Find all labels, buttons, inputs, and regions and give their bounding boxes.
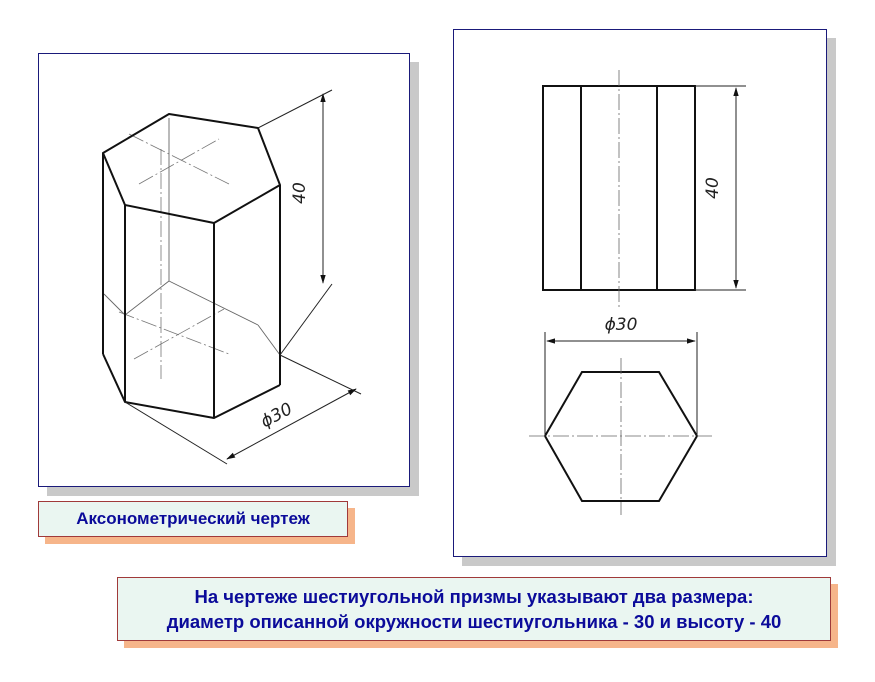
axis-lines [119,134,229,379]
explanation-line-2: диаметр описанной окружности шестиугольника - 30 и высоту - 40 [166,611,782,632]
hidden-edges [104,118,280,355]
height-dimension-label: 40 [290,182,310,204]
front-view [543,86,695,290]
diameter-dimension-label: ϕ30 [604,315,638,335]
orthographic-drawing-panel [453,29,827,557]
visible-edges [103,114,280,418]
axonometric-drawing [39,54,409,486]
height-dimension [258,90,332,355]
explanation-caption [117,577,831,641]
top-view-axes [529,358,712,515]
explanation-line-1: На чертеже шестиугольной призмы указывают два размера: [194,586,754,607]
axonometric-caption [38,501,348,537]
height-dimension-label: 40 [703,177,723,199]
diameter-dimension-label: ϕ30 [257,399,296,433]
diameter-dimension [125,355,361,464]
axonometric-drawing-panel [38,53,410,487]
orthographic-drawing [454,30,826,556]
axonometric-caption-text: Аксонометрический чертеж [76,509,310,528]
